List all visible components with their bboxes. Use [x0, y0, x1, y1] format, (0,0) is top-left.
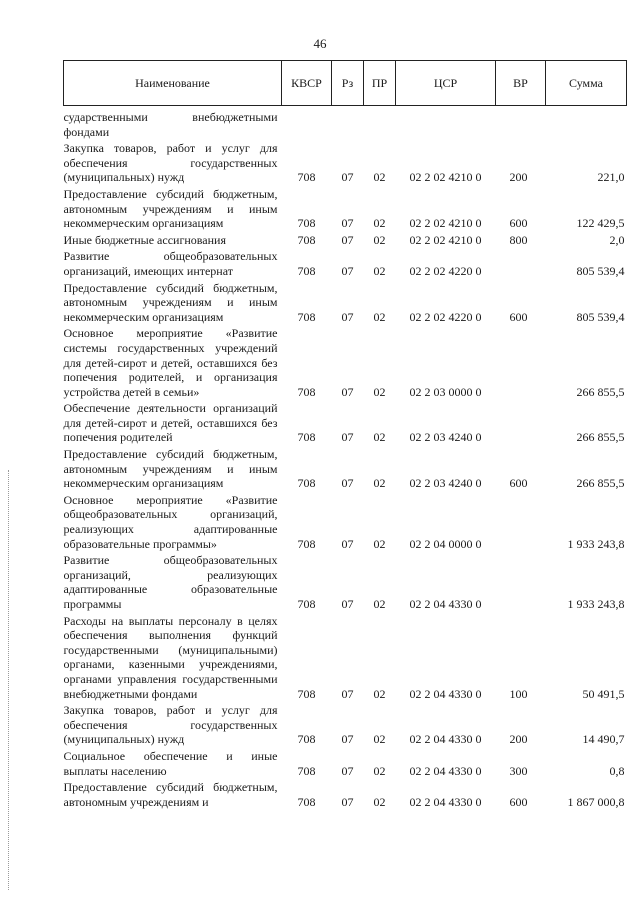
- cell-name: сударственными внебюджетными фондами: [63, 110, 278, 139]
- header-name: Наименование: [64, 61, 282, 106]
- cell-vr: [496, 551, 546, 611]
- cell-vr: 600: [509, 216, 528, 231]
- table-body: [64, 106, 627, 810]
- cell-pr: 02: [373, 732, 386, 747]
- cell-pr: 02: [373, 536, 386, 551]
- cell-pr: 02: [373, 309, 386, 324]
- cell-vr: 600: [509, 794, 528, 809]
- cell-sum: [546, 106, 627, 140]
- header-rz: Рз: [332, 61, 364, 106]
- cell-kvsr: 708: [297, 430, 316, 445]
- cell-kvsr: [282, 106, 332, 140]
- cell-kvsr: 708: [297, 309, 316, 324]
- cell-kvsr: 708: [297, 232, 316, 247]
- table-row: [64, 778, 627, 809]
- cell-vr: [496, 106, 546, 140]
- cell-csr: 02 2 03 4240 0: [409, 430, 482, 445]
- cell-vr: [496, 324, 546, 399]
- cell-csr: 02 2 03 4240 0: [409, 476, 482, 491]
- cell-csr: 02 2 02 4210 0: [409, 170, 482, 185]
- cell-sum: 266 855,5: [576, 384, 625, 399]
- cell-sum: 50 491,5: [582, 686, 625, 701]
- cell-pr: 02: [373, 430, 386, 445]
- cell-rz: 07: [341, 384, 354, 399]
- cell-csr: 02 2 04 4330 0: [409, 763, 482, 778]
- table-row: [64, 491, 627, 551]
- cell-name: Иные бюджетные ассигнования: [63, 232, 226, 247]
- cell-name: Предоставление субсидий бюджетным, автономным учреждениям и иным некоммерческим организациям: [63, 280, 278, 324]
- cell-rz: 07: [341, 732, 354, 747]
- cell-name: Развитие общеобразовательных организаций, имеющих интернат: [63, 249, 278, 278]
- cell-csr: 02 2 04 4330 0: [409, 732, 482, 747]
- cell-kvsr: 708: [297, 763, 316, 778]
- cell-name: Основное мероприятие «Развитие общеобразовательных организаций, реализующих адаптированные образовательные программы»: [63, 492, 278, 551]
- cell-name: Предоставление субсидий бюджетным, автономным учреждениям и иным некоммерческим организациям: [63, 186, 278, 231]
- margin-dotted-line: [8, 470, 10, 890]
- cell-vr: 200: [509, 732, 528, 747]
- cell-rz: 07: [341, 536, 354, 551]
- cell-sum: 1 933 243,8: [567, 536, 625, 551]
- cell-rz: 07: [341, 216, 354, 231]
- cell-csr: 02 2 02 4210 0: [409, 216, 482, 231]
- cell-name: Предоставление субсидий бюджетным, автономным учреждениям и: [63, 780, 278, 809]
- cell-kvsr: 708: [297, 536, 316, 551]
- table-row: [64, 612, 627, 702]
- cell-pr: 02: [373, 216, 386, 231]
- cell-kvsr: 708: [297, 384, 316, 399]
- header-sum: Сумма: [546, 61, 627, 106]
- cell-name: Предоставление субсидий бюджетным, автономным учреждениям и иным некоммерческим организациям: [63, 447, 278, 491]
- cell-csr: 02 2 02 4210 0: [409, 232, 482, 247]
- table-row: [64, 247, 627, 278]
- cell-csr: 02 2 04 4330 0: [409, 597, 482, 611]
- cell-csr: 02 2 04 4330 0: [409, 686, 482, 701]
- cell-csr: 02 2 03 0000 0: [409, 384, 482, 399]
- cell-sum: 1 933 243,8: [567, 597, 625, 611]
- table-row: [64, 551, 627, 611]
- table-row: [64, 701, 627, 747]
- cell-rz: 07: [341, 686, 354, 701]
- cell-pr: 02: [373, 597, 386, 611]
- cell-pr: 02: [373, 232, 386, 247]
- cell-kvsr: 708: [297, 597, 316, 611]
- cell-name: Основное мероприятие «Развитие системы государственных учреждений для детей-сирот и детей, оставшихся без попечения родителей, и организация устройства детей в семьи»: [63, 326, 278, 399]
- cell-rz: 07: [341, 170, 354, 185]
- cell-pr: 02: [373, 170, 386, 185]
- table-row: [64, 106, 627, 140]
- cell-pr: 02: [373, 763, 386, 778]
- cell-vr: 600: [509, 476, 528, 491]
- cell-kvsr: 708: [297, 476, 316, 491]
- header-pr: ПР: [364, 61, 396, 106]
- cell-sum: 805 539,4: [576, 263, 625, 278]
- cell-kvsr: 708: [297, 794, 316, 809]
- cell-vr: 800: [509, 232, 528, 247]
- cell-kvsr: 708: [297, 216, 316, 231]
- cell-vr: [496, 491, 546, 551]
- table-row: [64, 399, 627, 445]
- cell-csr: 02 2 02 4220 0: [409, 309, 482, 324]
- cell-name: Обеспечение деятельности организаций для детей-сирот и детей, оставшихся без попечения родителей: [63, 401, 278, 445]
- header-csr: ЦСР: [396, 61, 496, 106]
- cell-name: Закупка товаров, работ и услуг для обеспечения государственных (муниципальных) нужд: [63, 141, 278, 185]
- header-kvsr: КВСР: [282, 61, 332, 106]
- cell-rz: 07: [341, 309, 354, 324]
- cell-pr: 02: [373, 794, 386, 809]
- page-number: 46: [313, 36, 327, 51]
- cell-sum: 805 539,4: [576, 309, 625, 324]
- cell-pr: [364, 106, 396, 140]
- cell-rz: 07: [341, 794, 354, 809]
- table-row: [64, 747, 627, 778]
- cell-kvsr: 708: [297, 732, 316, 747]
- cell-csr: 02 2 02 4220 0: [409, 263, 482, 278]
- table-row: [64, 139, 627, 185]
- cell-pr: 02: [373, 384, 386, 399]
- cell-pr: 02: [373, 686, 386, 701]
- cell-sum: 221,0: [597, 170, 625, 185]
- cell-rz: [332, 106, 364, 140]
- cell-vr: 200: [509, 170, 528, 185]
- cell-name: Развитие общеобразовательных организаций, реализующих адаптированные образовательные программы: [63, 553, 278, 611]
- cell-name: Социальное обеспечение и иные выплаты населению: [63, 748, 278, 778]
- cell-pr: 02: [373, 263, 386, 278]
- cell-pr: 02: [373, 476, 386, 491]
- cell-vr: 300: [509, 763, 528, 778]
- cell-vr: [496, 399, 546, 445]
- cell-csr: 02 2 04 0000 0: [409, 536, 482, 551]
- cell-kvsr: 708: [297, 686, 316, 701]
- cell-sum: 1 867 000,8: [567, 794, 625, 809]
- cell-rz: 07: [341, 476, 354, 491]
- cell-sum: 122 429,5: [576, 216, 625, 231]
- cell-vr: 600: [509, 309, 528, 324]
- table-header-row: [64, 61, 627, 106]
- cell-sum: 0,8: [609, 763, 625, 778]
- table-row: [64, 324, 627, 399]
- cell-rz: 07: [341, 263, 354, 278]
- cell-name: Закупка товаров, работ и услуг для обеспечения государственных (муниципальных) нужд: [63, 703, 278, 747]
- cell-sum: 14 490,7: [582, 732, 625, 747]
- cell-kvsr: 708: [297, 170, 316, 185]
- cell-csr: [396, 106, 496, 140]
- cell-kvsr: 708: [297, 263, 316, 278]
- cell-rz: 07: [341, 597, 354, 611]
- table-row: [64, 185, 627, 231]
- cell-sum: 266 855,5: [576, 476, 625, 491]
- cell-csr: 02 2 04 4330 0: [409, 794, 482, 809]
- cell-rz: 07: [341, 232, 354, 247]
- cell-sum: 266 855,5: [576, 430, 625, 445]
- cell-rz: 07: [341, 430, 354, 445]
- cell-name: Расходы на выплаты персоналу в целях обеспечения выполнения функций государственными (муниципальными) органами, казенными учреждениями, органами управления государственными внебюджетными фондами: [63, 613, 278, 701]
- cell-vr: [496, 247, 546, 278]
- table-row: [64, 279, 627, 325]
- table-row: [64, 231, 627, 248]
- header-vr: ВР: [496, 61, 546, 106]
- cell-sum: 2,0: [609, 232, 625, 247]
- table-row: [64, 445, 627, 491]
- cell-rz: 07: [341, 763, 354, 778]
- budget-table: [63, 60, 627, 809]
- cell-vr: 100: [509, 686, 528, 701]
